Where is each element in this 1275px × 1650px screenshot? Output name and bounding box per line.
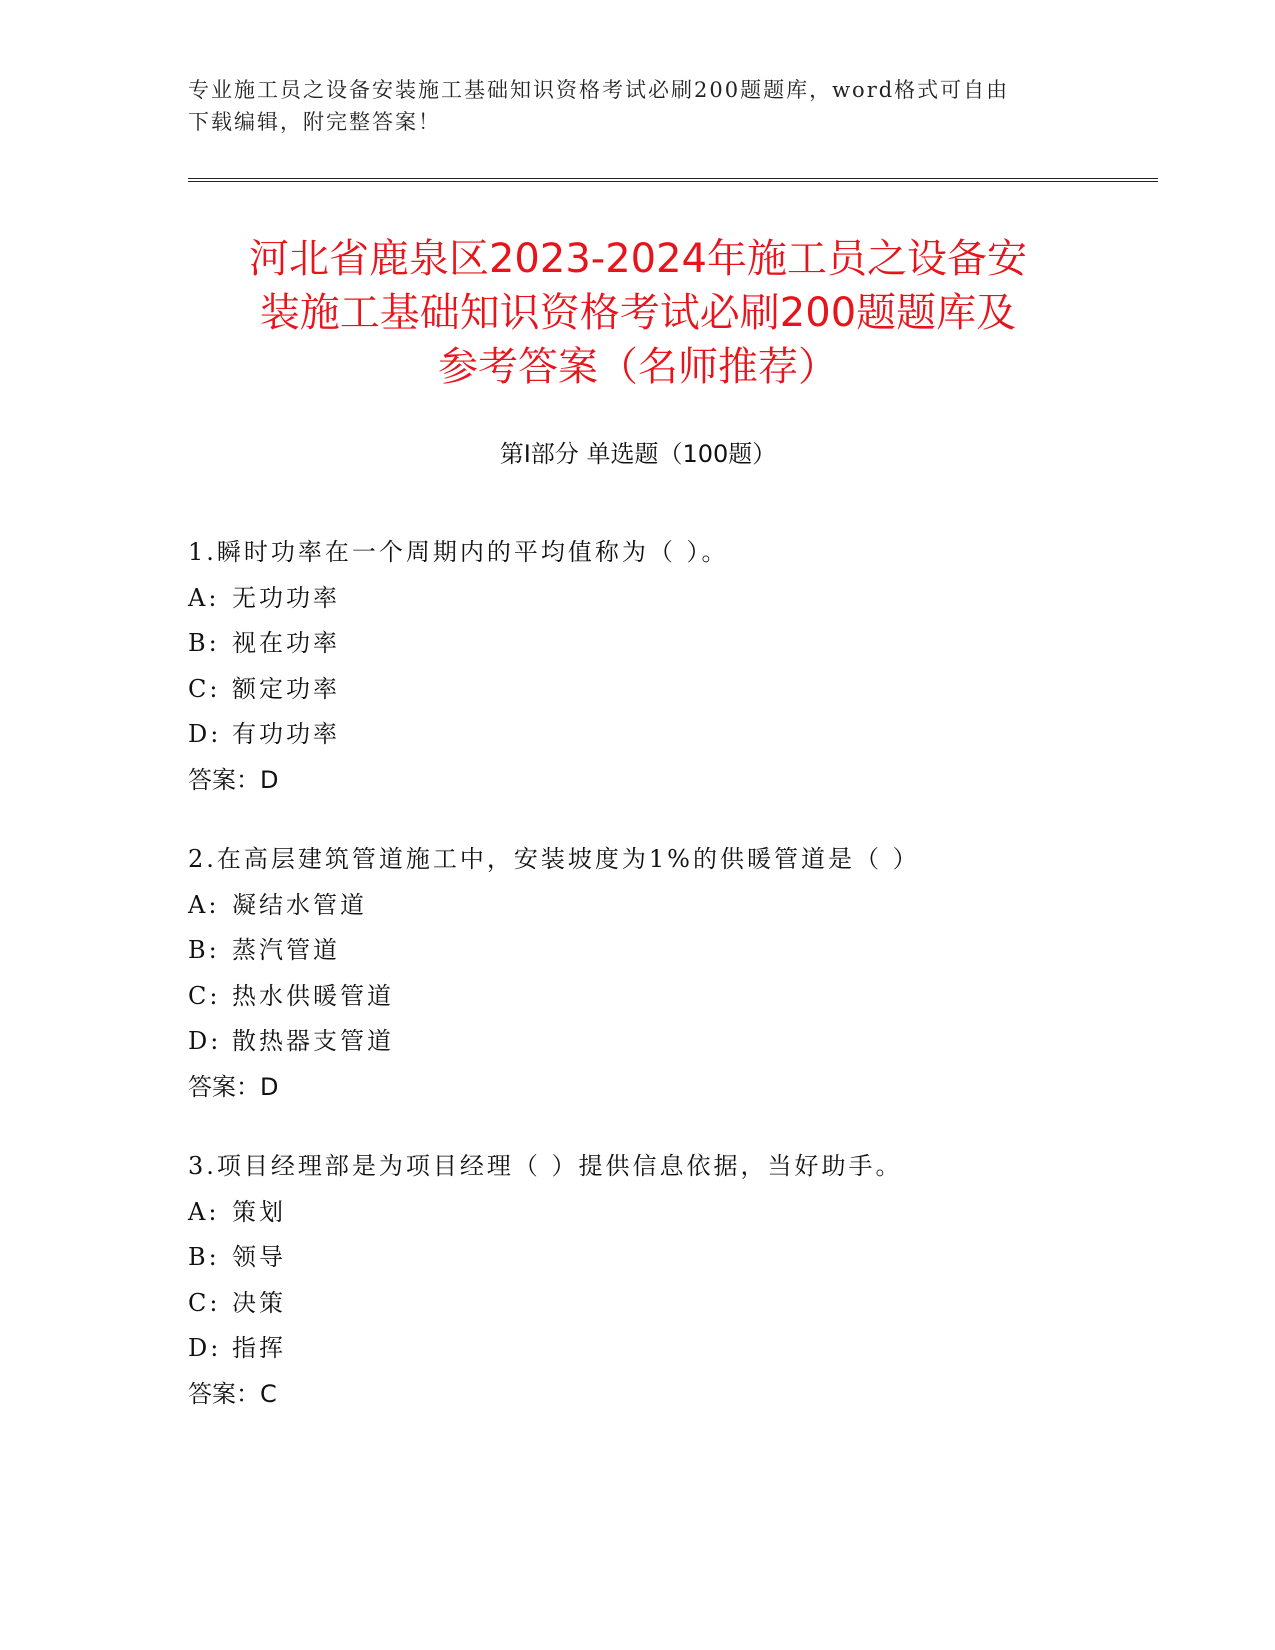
option-a <box>188 883 1148 929</box>
option-text: 策划 <box>232 1197 286 1226</box>
question-3 <box>188 1144 1148 1417</box>
header-note <box>188 74 1088 138</box>
question-answer: 答案：C <box>188 1379 277 1408</box>
option-a <box>188 576 1148 622</box>
option-letter: A: <box>188 1197 220 1226</box>
option-c <box>188 667 1148 713</box>
option-text: 领导 <box>232 1243 286 1271</box>
option-b <box>188 928 1148 974</box>
option-text: 热水供暖管道 <box>232 981 394 1010</box>
option-b <box>188 1235 1148 1281</box>
option-text: 凝结水管道 <box>232 890 367 919</box>
option-b <box>188 621 1148 667</box>
question-answer: 答案：D <box>188 1072 279 1101</box>
header-note-line-1: 专业施工员之设备安装施工基础知识资格考试必刷200题题库，word格式可自由 <box>188 78 1010 102</box>
option-text: 蒸汽管道 <box>232 936 340 964</box>
option-text: 指挥 <box>232 1334 286 1362</box>
option-text: 额定功率 <box>232 674 340 703</box>
option-text: 散热器支管道 <box>232 1027 394 1055</box>
header-divider <box>188 178 1158 182</box>
document-title-line-1: 河北省鹿泉区2023-2024年施工员之设备安 <box>248 236 1028 282</box>
option-letter: C: <box>188 981 221 1010</box>
question-stem: 2.在高层建筑管道施工中，安装坡度为1%的供暖管道是（ ） <box>188 845 920 873</box>
option-letter: C: <box>188 1288 221 1317</box>
question-answer: 答案：D <box>188 765 279 794</box>
option-c <box>188 1281 1148 1327</box>
option-a <box>188 1190 1148 1236</box>
option-text: 无功功率 <box>232 583 340 612</box>
section-title: 第Ⅰ部分 单选题（100题） <box>499 440 777 468</box>
header-note-line-2: 下载编辑，附完整答案！ <box>188 110 441 134</box>
question-stem: 3.项目经理部是为项目经理（ ）提供信息依据，当好助手。 <box>188 1152 903 1180</box>
question-1 <box>188 530 1148 803</box>
option-text: 视在功率 <box>232 629 340 657</box>
option-text: 有功功率 <box>232 720 340 748</box>
option-letter: D: <box>188 1334 222 1362</box>
option-d <box>188 712 1148 758</box>
option-letter: A: <box>188 583 220 612</box>
option-letter: C: <box>188 674 221 703</box>
option-letter: D: <box>188 720 222 748</box>
document-title-line-3: 参考答案（名师推荐） <box>438 344 838 390</box>
document-title <box>188 232 1088 394</box>
option-letter: A: <box>188 890 220 919</box>
question-2 <box>188 837 1148 1110</box>
option-text: 决策 <box>232 1288 286 1317</box>
option-c <box>188 974 1148 1020</box>
question-stem: 1.瞬时功率在一个周期内的平均值称为（ ）。 <box>188 538 729 566</box>
question-list <box>188 530 1148 1451</box>
option-letter: B: <box>188 936 220 964</box>
option-letter: B: <box>188 1243 220 1271</box>
document-title-line-2: 装施工基础知识资格考试必刷200题题库及 <box>259 290 1017 336</box>
option-d <box>188 1326 1148 1372</box>
option-letter: B: <box>188 629 220 657</box>
option-letter: D: <box>188 1027 222 1055</box>
option-d <box>188 1019 1148 1065</box>
